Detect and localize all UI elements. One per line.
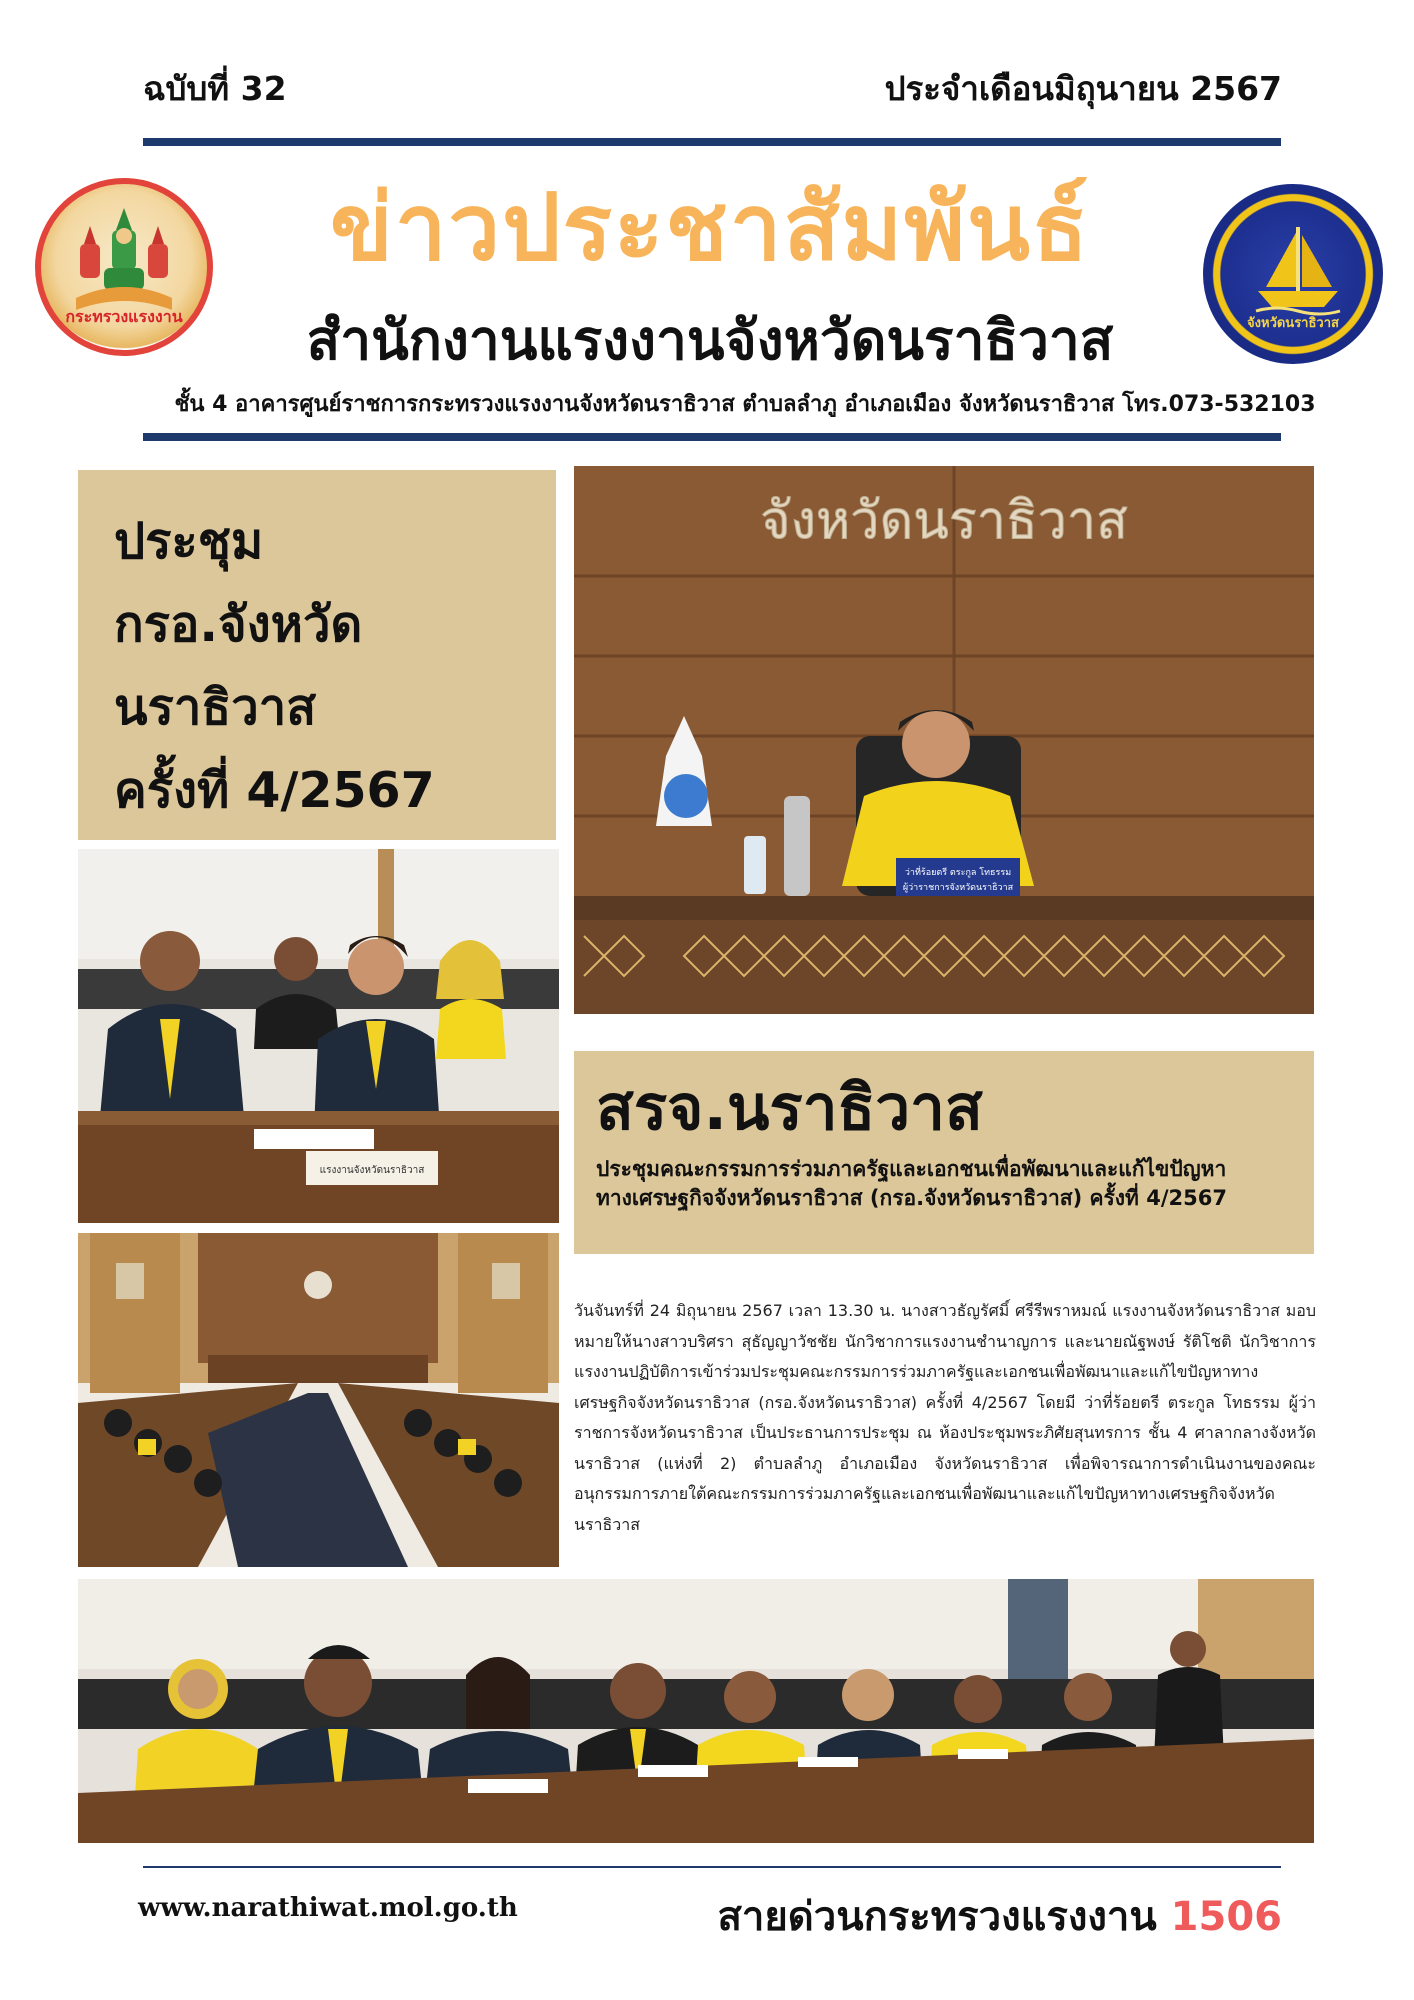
article-heading-box xyxy=(574,1051,1314,1254)
title-line: ประชุม xyxy=(114,513,264,570)
issue-month: ประจำเดือนมิถุนายน 2567 xyxy=(884,69,1282,108)
top-divider xyxy=(143,138,1281,146)
sailboat-emblem-icon xyxy=(1252,225,1344,317)
governor-nameplate-line2: ผู้ว่าราชการจังหวัดนราธิวาส xyxy=(902,883,1014,893)
masthead-title: ข่าวประชาสัมพันธ์ xyxy=(329,174,1091,281)
hotline xyxy=(717,1884,1282,1948)
article-subheading-line2: ทางเศรษฐกิจจังหวัดนราธิวาส (กรอ.จังหวัดนราธิวาส) ครั้งที่ 4/2567 xyxy=(596,1186,1227,1210)
officer-nameplate: แรงงานจังหวัดนราธิวาส xyxy=(319,1165,425,1176)
governor-chairing-photo xyxy=(574,466,1314,1014)
meeting-room-overview-photo xyxy=(78,1233,559,1567)
ministry-of-labour-logo xyxy=(35,178,213,356)
participants-row-photo xyxy=(78,1579,1314,1843)
hotline-number: 1506 xyxy=(1170,1894,1282,1940)
officials-attending-photo xyxy=(78,849,559,1223)
masthead-divider xyxy=(143,433,1281,441)
website-link[interactable]: www.narathiwat.mol.go.th xyxy=(138,1893,518,1923)
article-body: วันจันทร์ที่ 24 มิถุนายน 2567 เวลา 13.30 น. นางสาวธัญรัศมิ์ ศรีรีพราหมณ์ แรงงานจังหวัดนราธิวาส มอบหมายให้นางสาวบริศรา สุธัญญาวัชชัย นักวิชาการแรงงานชำนาญการ และนายณัฐพงษ์ รัติโชติ นักวิชาการแรงงานปฏิบัติการเข้าร่วมประชุมคณะกรรมการร่วมภาครัฐและเอกชนเพื่อพัฒนาและแก้ไขปัญหาทางเศรษฐกิจจังหวัดนราธิวาส (กรอ.จังหวัดนราธิวาส) ครั้งที่ 4/2567 โดยมี ว่าที่ร้อยตรี ตระกูล โทธรรม ผู้ว่าราชการจังหวัดนราธิวาส เป็นประธานการประชุม ณ ห้องประชุมพระภิศัยสุนทรการ ชั้น 4 ศาลากลางจังหวัดนราธิวาส (แห่งที่ 2) ตำบลลำภู อำเภอเมือง จังหวัดนราธิวาส เพื่อพิจารณาการดำเนินงานของคณะอนุกรรมการภายใต้คณะกรรมการร่วมภาครัฐและเอกชนเพื่อพัฒนาและแก้ไขปัญหาทางเศรษฐกิจจังหวัดนราธิวาส xyxy=(574,1301,1316,1534)
meeting-title-box xyxy=(78,470,556,840)
title-line: กรอ.จังหวัด xyxy=(114,596,363,653)
province-sign: จังหวัดนราธิวาส xyxy=(760,491,1128,551)
footer-divider xyxy=(143,1866,1281,1868)
office-name: สำนักงานแรงงานจังหวัดนราธิวาส xyxy=(306,308,1114,372)
article-heading: สรจ.นราธิวาส xyxy=(596,1071,983,1144)
article-subheading-line1: ประชุมคณะกรรมการร่วมภาครัฐและเอกชนเพื่อพัฒนาและแก้ไขปัญหา xyxy=(596,1157,1227,1181)
governor-nameplate-line1: ว่าที่ร้อยตรี ตระกูล โทธรรม xyxy=(904,868,1012,878)
right-logo-ring-text: จังหวัดนราธิวาส xyxy=(1247,316,1339,331)
title-line: นราธิวาส xyxy=(114,679,317,736)
hotline-label: สายด่วนกระทรวงแรงงาน xyxy=(717,1894,1157,1940)
office-address: ชั้น 4 อาคารศูนย์ราชการกระทรวงแรงงานจังหวัดนราธิวาส ตำบลลำภู อำเภอเมือง จังหวัดนราธิวาส โทร.073-532103 xyxy=(174,392,1316,417)
left-logo-ring-text: กระทรวงแรงงาน xyxy=(65,307,183,326)
deity-emblem-icon xyxy=(70,206,178,316)
title-line: ครั้งที่ 4/2567 xyxy=(114,762,435,819)
issue-number: ฉบับที่ 32 xyxy=(143,69,287,108)
narathiwat-province-seal xyxy=(1203,184,1383,364)
